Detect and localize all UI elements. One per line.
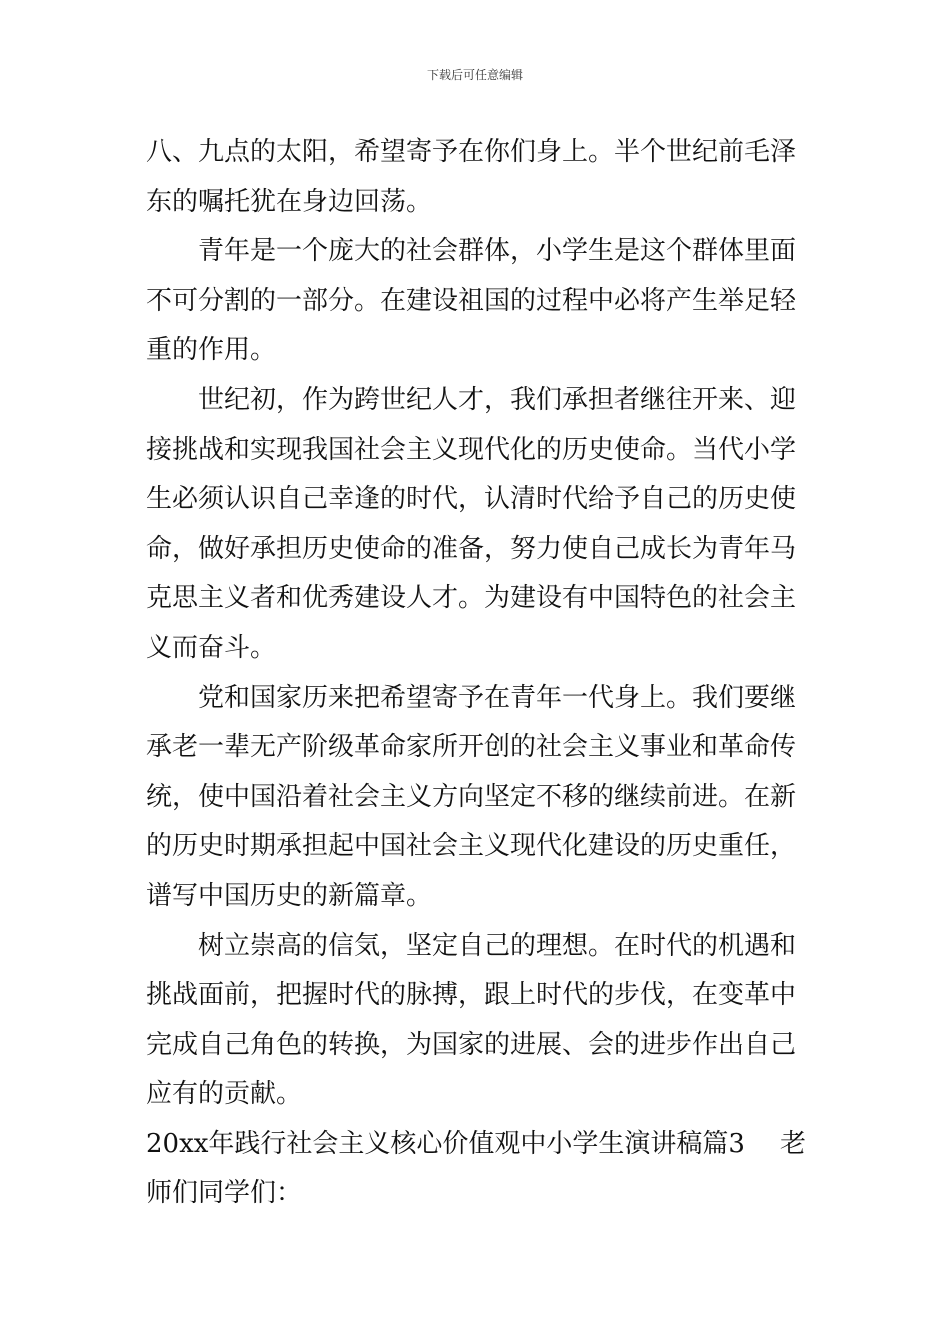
text-line: 八、九点的太阳，希望寄予在你们身上。半个世纪前毛泽 — [146, 137, 797, 167]
paragraph-start-line: 党和国家历来把希望寄予在青年一代身上。我们要继 — [198, 682, 797, 713]
paragraph-start-line: 树立崇高的信気，坚定自己的理想。在时代的机遇和 — [198, 930, 797, 961]
text-line: 统，使中国沿着社会主义方向坚定不移的继续前进。在新 — [146, 781, 797, 812]
text-line: 命，做好承担历史使命的准备，努力使自己成长为青年马 — [146, 533, 797, 564]
text-line: 生必须认识自己幸逢的时代，认清时代给予自己的历史使 — [146, 484, 797, 515]
text-line: 的历史时期承担起中国社会主义现代化建设的历史重任， — [146, 831, 797, 862]
section-title-line — [146, 1120, 806, 1170]
text-line: 接挑战和实现我国社会主义现代化的历史使命。当代小学 — [146, 434, 797, 465]
text-line: 东的嘱托犹在身边回荡。 — [146, 186, 433, 217]
salutation-line: 师们同学们： — [146, 1178, 303, 1209]
paragraph-start-line: 青年是一个庞大的社会群体，小学生是这个群体里面 — [198, 236, 797, 267]
text-line: 应有的贡献。 — [146, 1079, 303, 1110]
page-header: 下载后可任意编辑 — [426, 68, 523, 82]
text-line: 挑战面前，把握时代的脉搏，跟上时代的步伐，在变革中 — [146, 980, 797, 1011]
text-line: 不可分割的一部分。在建设祖国的过程中必将产生举足轻 — [146, 285, 797, 316]
text-line: 承老一辈无产阶级革命家所开创的社会主义事业和革命传 — [146, 732, 797, 763]
document-body — [146, 128, 806, 1219]
section-title-trailing: 老 — [779, 1128, 806, 1159]
paragraph-start-line: 世纪初，作为跨世纪人才，我们承担者继往开来、迎 — [198, 384, 797, 415]
section-title: 20xx年践行社会主义核心价值观中小学生演讲稿篇3 — [146, 1128, 745, 1159]
text-line: 谱写中国历史的新篇章。 — [146, 880, 433, 911]
text-line: 义而奋斗。 — [146, 632, 277, 663]
text-line: 完成自己角色的转换，为国家的进展、会的进步作出自己 — [146, 1029, 797, 1060]
text-line: 重的作用。 — [146, 335, 277, 366]
text-line: 克思主义者和优秀建设人才。为建设有中国特色的社会主 — [146, 583, 797, 614]
